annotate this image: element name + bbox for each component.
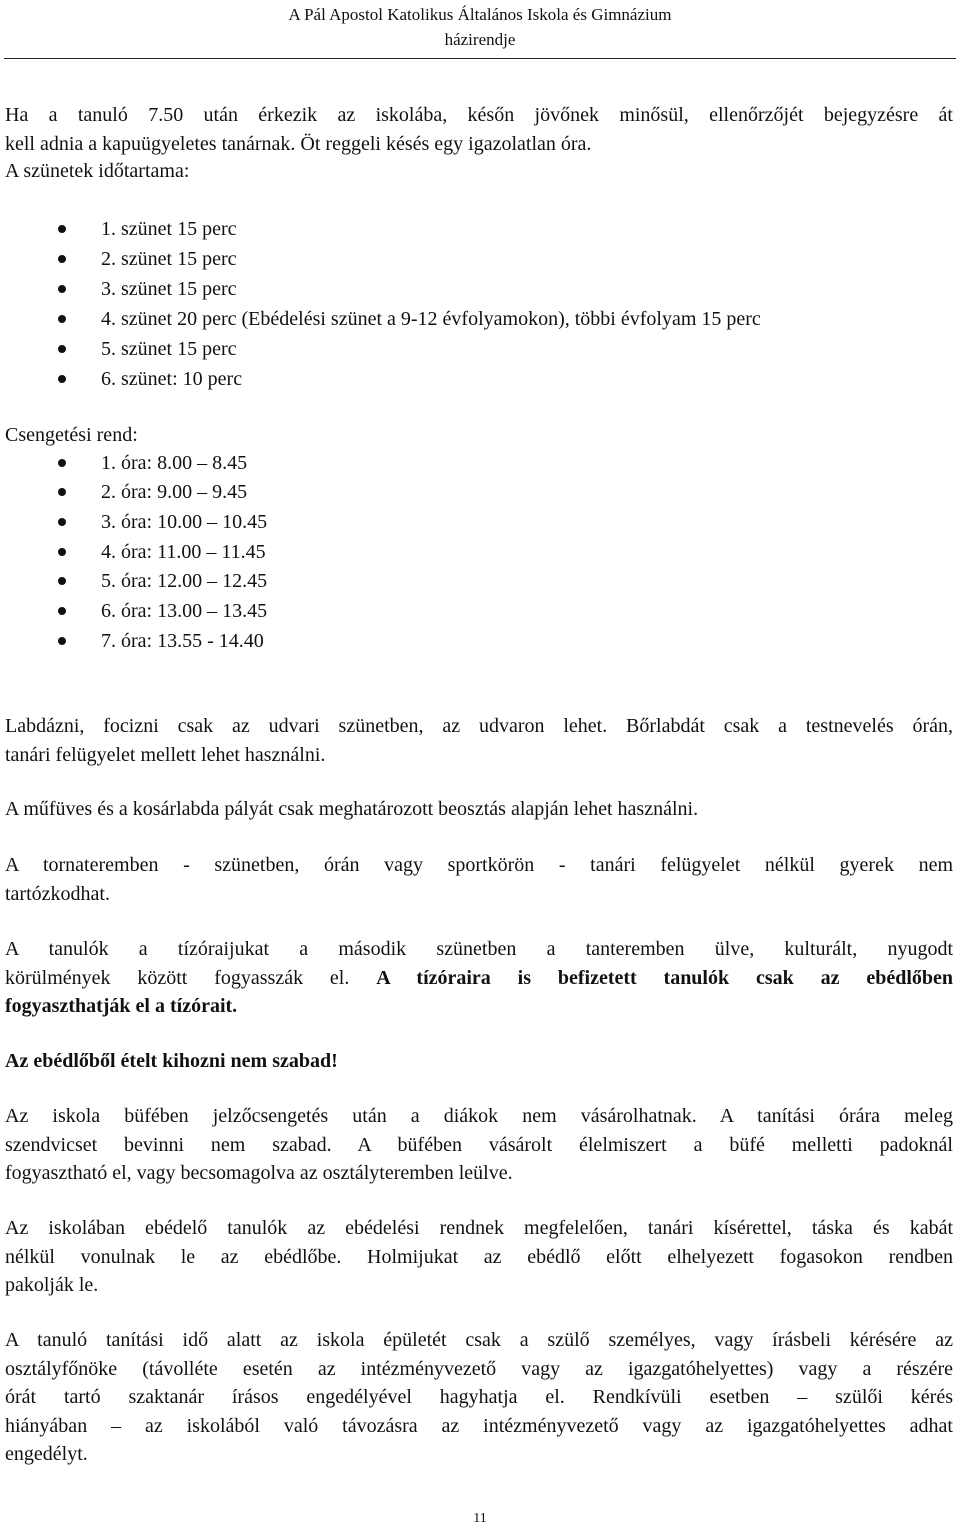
paragraph-line: kell adnia a kapuügyeletes tanárnak. Öt reggeli késés egy igazolatlan óra.: [5, 132, 592, 155]
paragraph-ball-games: [5, 712, 953, 769]
header-document-title: házirendje: [444, 30, 516, 49]
list-item: 3. óra: 10.00 – 10.45: [0, 507, 900, 537]
paragraph-line: fogyaszthatják el a tízórait.: [5, 995, 238, 1017]
paragraph-buffet: [5, 1102, 953, 1188]
header-divider: [4, 58, 956, 59]
bullet-icon: [58, 637, 66, 645]
bullet-icon: [58, 225, 66, 233]
paragraph-line: Labdázni, focizni csak az udvari szünetben, az udvaron lehet. Bőrlabdát csak a testnevelés órán,: [5, 715, 953, 737]
paragraph-dining-hall-rule: Az ebédlőből ételt kihozni nem szabad!: [5, 1050, 338, 1072]
bullet-icon: [58, 255, 66, 263]
paragraph-line: hiányában – az iskolából való távozásra az intézményvezető vagy az igazgatóhelyettes adhat: [5, 1414, 953, 1437]
bullet-icon: [58, 285, 66, 293]
list-item: 2. óra: 9.00 – 9.45: [0, 477, 900, 507]
paragraph-line: A tanulók a tízóraijukat a második szünetben a tanteremben ülve, kulturált, nyugodt: [5, 938, 953, 960]
paragraph-snack: [5, 935, 953, 1021]
bullet-icon: [58, 488, 66, 496]
paragraph-line: órát tartó szaktanár írásos engedélyével hagyhatja el. Rendkívüli esetben – szülői kérés: [5, 1386, 953, 1408]
paragraph-gym: [5, 851, 953, 908]
list-item: 6. óra: 13.00 – 13.45: [0, 596, 900, 626]
bullet-icon: [58, 607, 66, 615]
snack-bold-text: A tízóraira is befizetett tanulók csak az ebédlőben: [376, 966, 954, 989]
paragraph-lunch: [5, 1214, 953, 1300]
bullet-icon: [58, 315, 66, 323]
paragraph-line: nélkül vonulnak le az ebédlőbe. Holmijukat az ebédlő előtt elhelyezett fogasokon rendben: [5, 1245, 953, 1268]
paragraph-line: pakolják le.: [5, 1274, 99, 1296]
list-item: 7. óra: 13.55 - 14.40: [0, 626, 900, 656]
paragraph-line: engedélyt.: [5, 1443, 88, 1465]
paragraph-late-arrival: [5, 101, 953, 158]
list-item: 1. szünet 15 perc: [0, 214, 900, 244]
bullet-icon: [58, 518, 66, 526]
bullet-icon: [58, 459, 66, 467]
list-item: 2. szünet 15 perc: [0, 244, 900, 274]
paragraph-sports-field: A műfüves és a kosárlabda pályát csak meghatározott beosztás alapján lehet használni.: [5, 798, 699, 820]
paragraph-line: szendvicset bevinni nem szabad. A büfében vásárolt élelmiszert a büfé melletti padoknál: [5, 1133, 953, 1156]
header-school-name: A Pál Apostol Katolikus Általános Iskola és Gimnázium: [288, 5, 672, 24]
paragraph-line: tanári felügyelet mellett lehet használni.: [5, 743, 326, 766]
list-item: 5. óra: 12.00 – 12.45: [0, 566, 900, 596]
paragraph-line: A tanuló tanítási idő alatt az iskola épületét csak a szülő személyes, vagy írásbeli kérésére az: [5, 1329, 953, 1351]
list-item: 4. szünet 20 perc (Ebédelési szünet a 9-12 évfolyamokon), többi évfolyam 15 perc: [0, 304, 900, 334]
paragraph-line: [5, 964, 953, 993]
paragraph-line: osztályfőnöke (távolléte esetén az intézményvezető vagy az igazgatóhelyettes) vagy a részére: [5, 1357, 953, 1380]
paragraph-leaving-school: [5, 1326, 953, 1469]
paragraph-line: Az iskolában ebédelő tanulók az ebédelési rendnek megfelelően, tanári kísérettel, táska és kabát: [5, 1217, 953, 1239]
list-item: 3. szünet 15 perc: [0, 274, 900, 304]
bells-title: Csengetési rend:: [5, 424, 138, 446]
list-item: 5. szünet 15 perc: [0, 334, 900, 364]
paragraph-line: Ha a tanuló 7.50 után érkezik az iskolába, későn jövőnek minősül, ellenőrzőjét bejegyzésre át: [5, 104, 953, 126]
paragraph-line: fogyasztható el, vagy becsomagolva az osztályteremben leülve.: [5, 1162, 513, 1184]
page-header: [0, 2, 960, 52]
snack-text: körülmények között fogyasszák el.: [5, 966, 350, 989]
list-item: 4. óra: 11.00 – 11.45: [0, 537, 900, 567]
paragraph-line: tartózkodhat.: [5, 882, 110, 905]
bullet-icon: [58, 548, 66, 556]
list-item: 6. szünet: 10 perc: [0, 364, 900, 394]
breaks-title: A szünetek időtartama:: [5, 160, 190, 182]
bullet-icon: [58, 345, 66, 353]
page-number: 11: [473, 1511, 487, 1526]
list-item: 1. óra: 8.00 – 8.45: [0, 448, 900, 478]
bullet-icon: [58, 375, 66, 383]
paragraph-line: Az iskola büfében jelzőcsengetés után a diákok nem vásárolhatnak. A tanítási órára meleg: [5, 1105, 953, 1127]
paragraph-line: A tornateremben - szünetben, órán vagy sportkörön - tanári felügyelet nélkül gyerek nem: [5, 854, 953, 876]
bullet-icon: [58, 577, 66, 585]
